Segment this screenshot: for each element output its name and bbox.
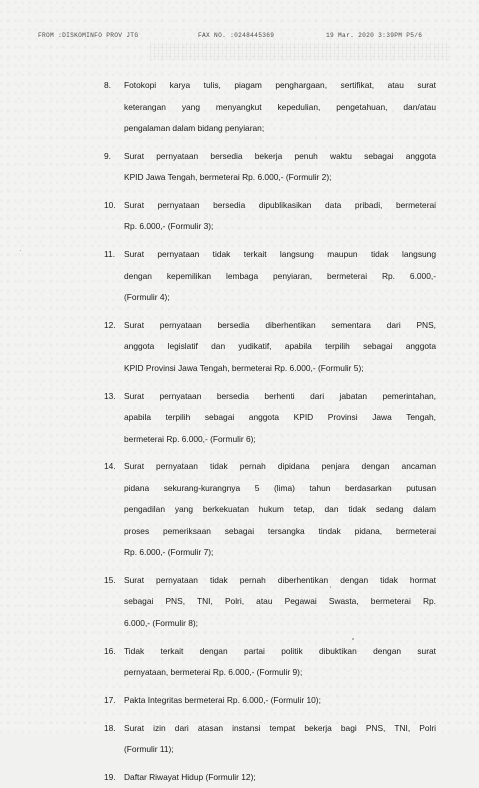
- list-item-text-line: Surat pernyataan tidak pernah diberhentikan dengan tidak hormat: [124, 574, 436, 585]
- fax-scan-noise: [150, 42, 450, 60]
- list-item-text-line: Rp. 6.000,- (Formulir 3);: [124, 221, 214, 232]
- list-item-text-line: 6.000,- (Formulir 8);: [124, 617, 198, 628]
- list-item-number: 13.: [104, 390, 116, 401]
- list-item-number: 19.: [104, 771, 116, 782]
- list-item-text-line: Pakta Integritas bermeterai Rp. 6.000,- (Formulir 10);: [124, 694, 321, 705]
- list-item-text-line: Rp. 6.000,- (Formulir 7);: [124, 547, 214, 558]
- list-item-text-line: pengalaman dalam bidang penyiaran;: [124, 123, 265, 133]
- list-item-number: 18.: [104, 722, 116, 733]
- list-item-text-line: Surat pernyataan bersedia berhenti dari jabatan pemerintahan,: [124, 390, 436, 401]
- list-item-number: 11.: [104, 249, 116, 260]
- fax-from: FROM :DISKOMINFO PROV JTG: [38, 32, 139, 39]
- list-item-number: 12.: [104, 319, 116, 330]
- list-item-number: 15.: [104, 574, 116, 585]
- list-item-number: 14.: [104, 461, 116, 472]
- list-item-text-line: Surat pernyataan bersedia diberhentikan sementara dari PNS,: [124, 319, 436, 330]
- list-item-text-line: Surat izin dari atasan instansi tempat bekerja bagi PNS, TNI, Polri: [124, 722, 436, 733]
- list-item-number: 10.: [104, 199, 116, 210]
- list-item-text-line: apabila terpilih sebagai anggota KPID Provinsi Jawa Tengah,: [124, 412, 436, 422]
- list-item-text-line: pengadilan yang berkekuatan hukum tetap, dan tidak sedang dalam: [124, 504, 436, 515]
- list-item-text-line: Fotokopi karya tulis, piagam penghargaan, sertifikat, atau surat: [124, 80, 436, 90]
- fax-date-page: 19 Mar. 2020 3:39PM P5/6: [326, 32, 423, 39]
- scan-speck: [330, 586, 331, 588]
- list-item-text-line: pernyataan, bermeterai Rp. 6.000,- (Formulir 9);: [124, 667, 303, 678]
- list-item-text-line: proses pemeriksaan sebagai tersangka tindak pidana, bermeterai: [124, 525, 436, 536]
- scan-speck: [352, 638, 354, 640]
- list-item-text-line: Surat pernyataan bersedia bekerja penuh waktu sebagai anggota: [124, 150, 436, 161]
- list-item-text-line: Surat pernyataan tidak terkait langsung maupun tidak langsung: [124, 249, 436, 260]
- list-item-number: 17.: [104, 694, 116, 705]
- list-item-text-line: (Formulir 4);: [124, 292, 170, 303]
- list-item-text-line: KPID Jawa Tengah, bermeterai Rp. 6.000,- (Formulir 2);: [124, 172, 332, 183]
- list-item-text-line: Surat pernyataan tidak pernah dipidana penjara dengan ancaman: [124, 461, 436, 472]
- list-item-text-line: KPID Provinsi Jawa Tengah, bermeterai Rp. 6.000,- (Formulir 5);: [124, 362, 364, 373]
- list-item-text-line: anggota legislatif dan yudikatif, apabila terpilih sebagai anggota: [124, 341, 436, 352]
- list-item-text-line: (Formulir 11);: [124, 744, 174, 754]
- list-item-text-line: Tidak terkait dengan partai politik dibuktikan dengan surat: [124, 645, 436, 656]
- scan-speck: [20, 250, 21, 251]
- list-item-number: 8.: [104, 80, 111, 90]
- fax-number: FAX NO. :0248445369: [198, 32, 275, 39]
- list-item-text-line: pidana sekurang-kurangnya 5 (lima) tahun berdasarkan putusan: [124, 482, 436, 493]
- list-item-number: 9.: [104, 150, 111, 161]
- list-item-text-line: sebagai PNS, TNI, Polri, atau Pegawai Swasta, bermeterai Rp.: [124, 596, 436, 607]
- list-item-text-line: bermeterai Rp. 6.000,- (Formulir 6);: [124, 433, 256, 444]
- list-item-text-line: dengan kepemilikan lembaga penyiaran, bermeterai Rp. 6.000,-: [124, 270, 436, 281]
- list-item-text-line: keterangan yang menyangkut kepedulian, pengetahuan, dan/atau: [124, 101, 436, 112]
- list-item-text-line: Daftar Riwayat Hidup (Formulir 12);: [124, 771, 256, 782]
- list-item-number: 16.: [104, 645, 116, 656]
- list-item-text-line: Surat pernyataan bersedia dipublikasikan data pribadi, bermeterai: [124, 199, 436, 210]
